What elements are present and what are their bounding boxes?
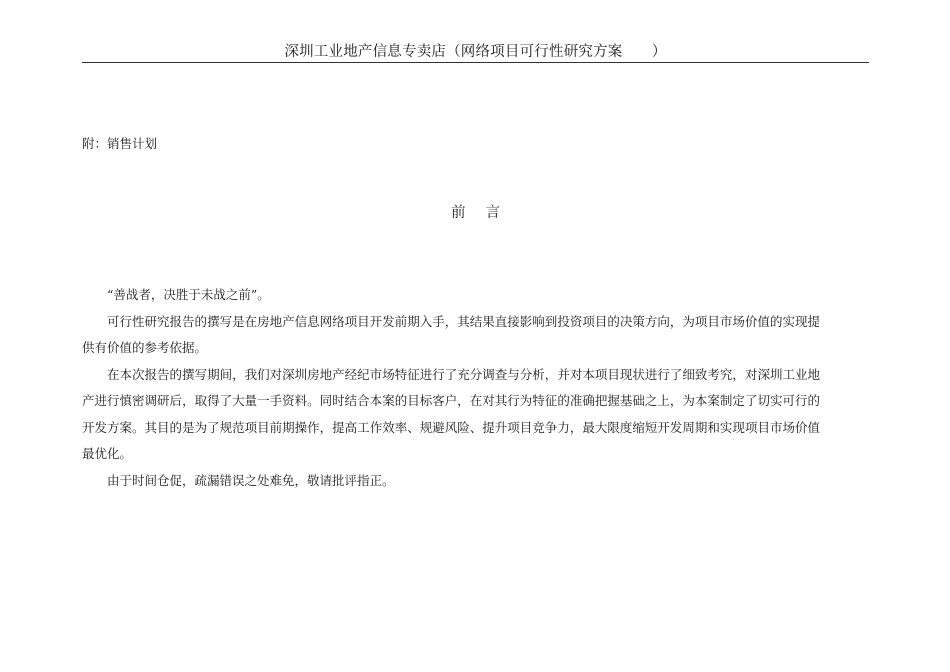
preface-body [82,282,820,494]
preface-title: 前言 [451,205,520,221]
header-divider [82,62,869,63]
page-header: 深圳工业地产信息专卖店（网络项目可行性研究方案 ） [284,44,667,60]
appendix-label: 附：销售计划 [82,136,158,151]
preface-paragraph-research: 在本次报告的撰写期间，我们对深圳房地产经纪市场特征进行了充分调查与分析，并对本项目现状进行了细致考究，对深圳工业地产进行慎密调研后，取得了大量一手资料。同时结合本案的目标客户，在对其行为特征的准确把握基础之上，为本案制定了切实可行的开发方案。其目的是为了规范项目前期操作，提高工作效率、规避风险、提升项目竞争力，最大限度缩短开发周期和实现项目市场价值最优化。 [82,366,820,461]
preface-paragraph-quote: “善战者，决胜于未战之前”。 [107,287,270,302]
preface-paragraph-closing: 由于时间仓促，疏漏错误之处难免，敬请批评指正。 [107,472,395,488]
preface-paragraph-purpose: 可行性研究报告的撰写是在房地产信息网络项目开发前期入手，其结果直接影响到投资项目的决策方向，为项目市场价值的实现提供有价值的参考依据。 [82,313,820,355]
